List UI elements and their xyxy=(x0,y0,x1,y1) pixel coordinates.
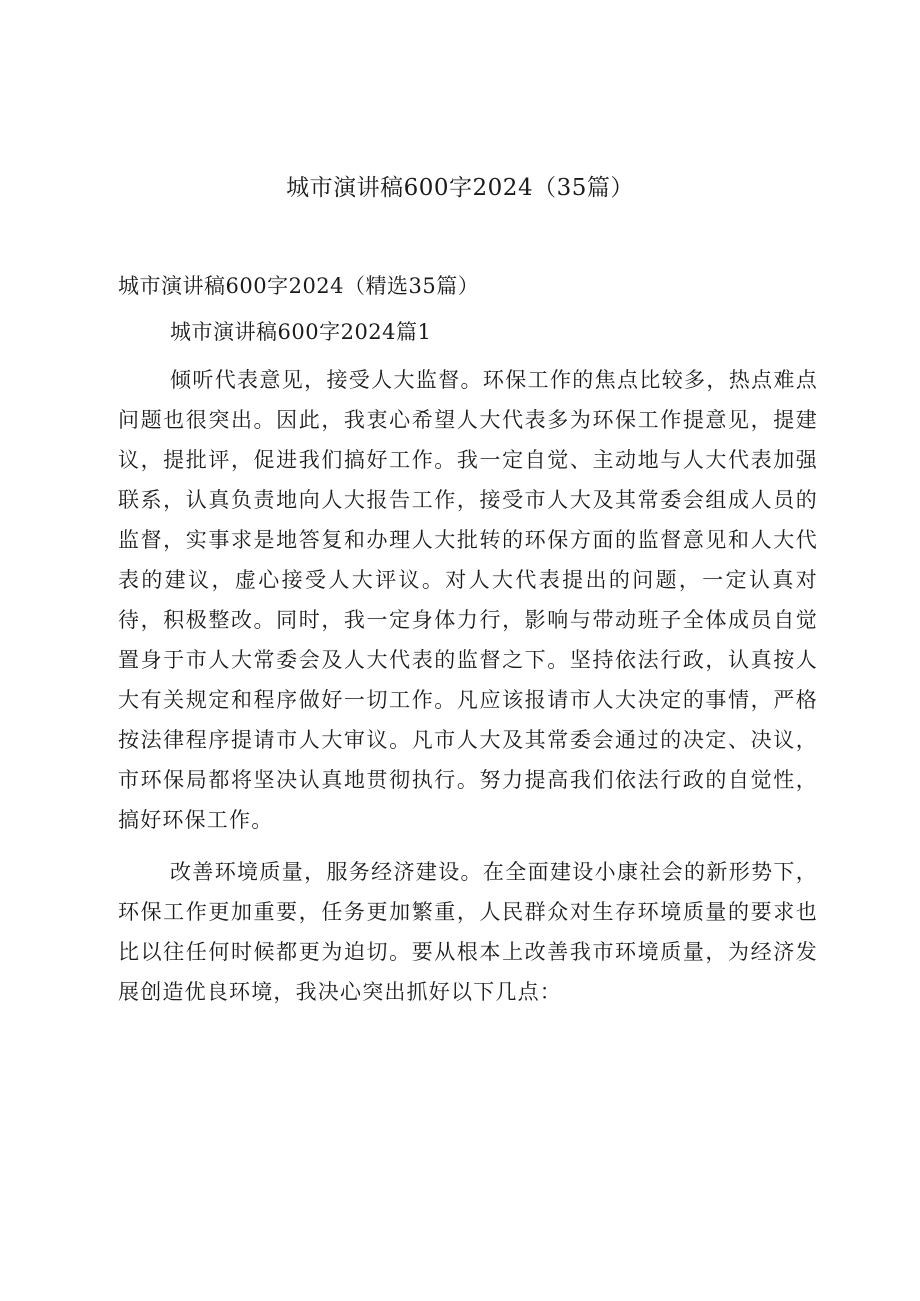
body-paragraph: 改善环境质量，服务经济建设。在全面建设小康社会的新形势下，环保工作更加重要，任务更加繁重，人民群众对生存环境质量的要求也比以往任何时候都更为迫切。要从根本上改善我市环境质量，为经济发展创造优良环境，我决心突出抓好以下几点： xyxy=(118,860,818,1004)
section-heading: 城市演讲稿600字2024篇1 xyxy=(170,320,432,344)
document-title: 城市演讲稿600字2024（35篇） xyxy=(286,175,634,201)
document-subtitle: 城市演讲稿600字2024（精选35篇） xyxy=(118,274,480,298)
document-body xyxy=(118,268,818,1012)
body-paragraph: 倾听代表意见，接受人大监督。环保工作的焦点比较多，热点难点问题也很突出。因此，我衷心希望人大代表多为环保工作提意见，提建议，提批评，促进我们搞好工作。我一定自觉、主动地与人大代表加强联系，认真负责地向人大报告工作，接受市人大及其常委会组成人员的监督，实事求是地答复和办理人大批转的环保方面的监督意见和人大代表的建议，虚心接受人大评议。对人大代表提出的问题，一定认真对待，积极整改。同时，我一定身体力行，影响与带动班子全体成员自觉置身于市人大常委会及人大代表的监督之下。坚持依法行政，认真按人大有关规定和程序做好一切工作。凡应该报请市人大决定的事情，严格按法律程序提请市人大审议。凡市人大及其常委会通过的决定、决议，市环保局都将坚决认真地贯彻执行。努力提高我们依法行政的自觉性，搞好环保工作。 xyxy=(118,368,818,832)
